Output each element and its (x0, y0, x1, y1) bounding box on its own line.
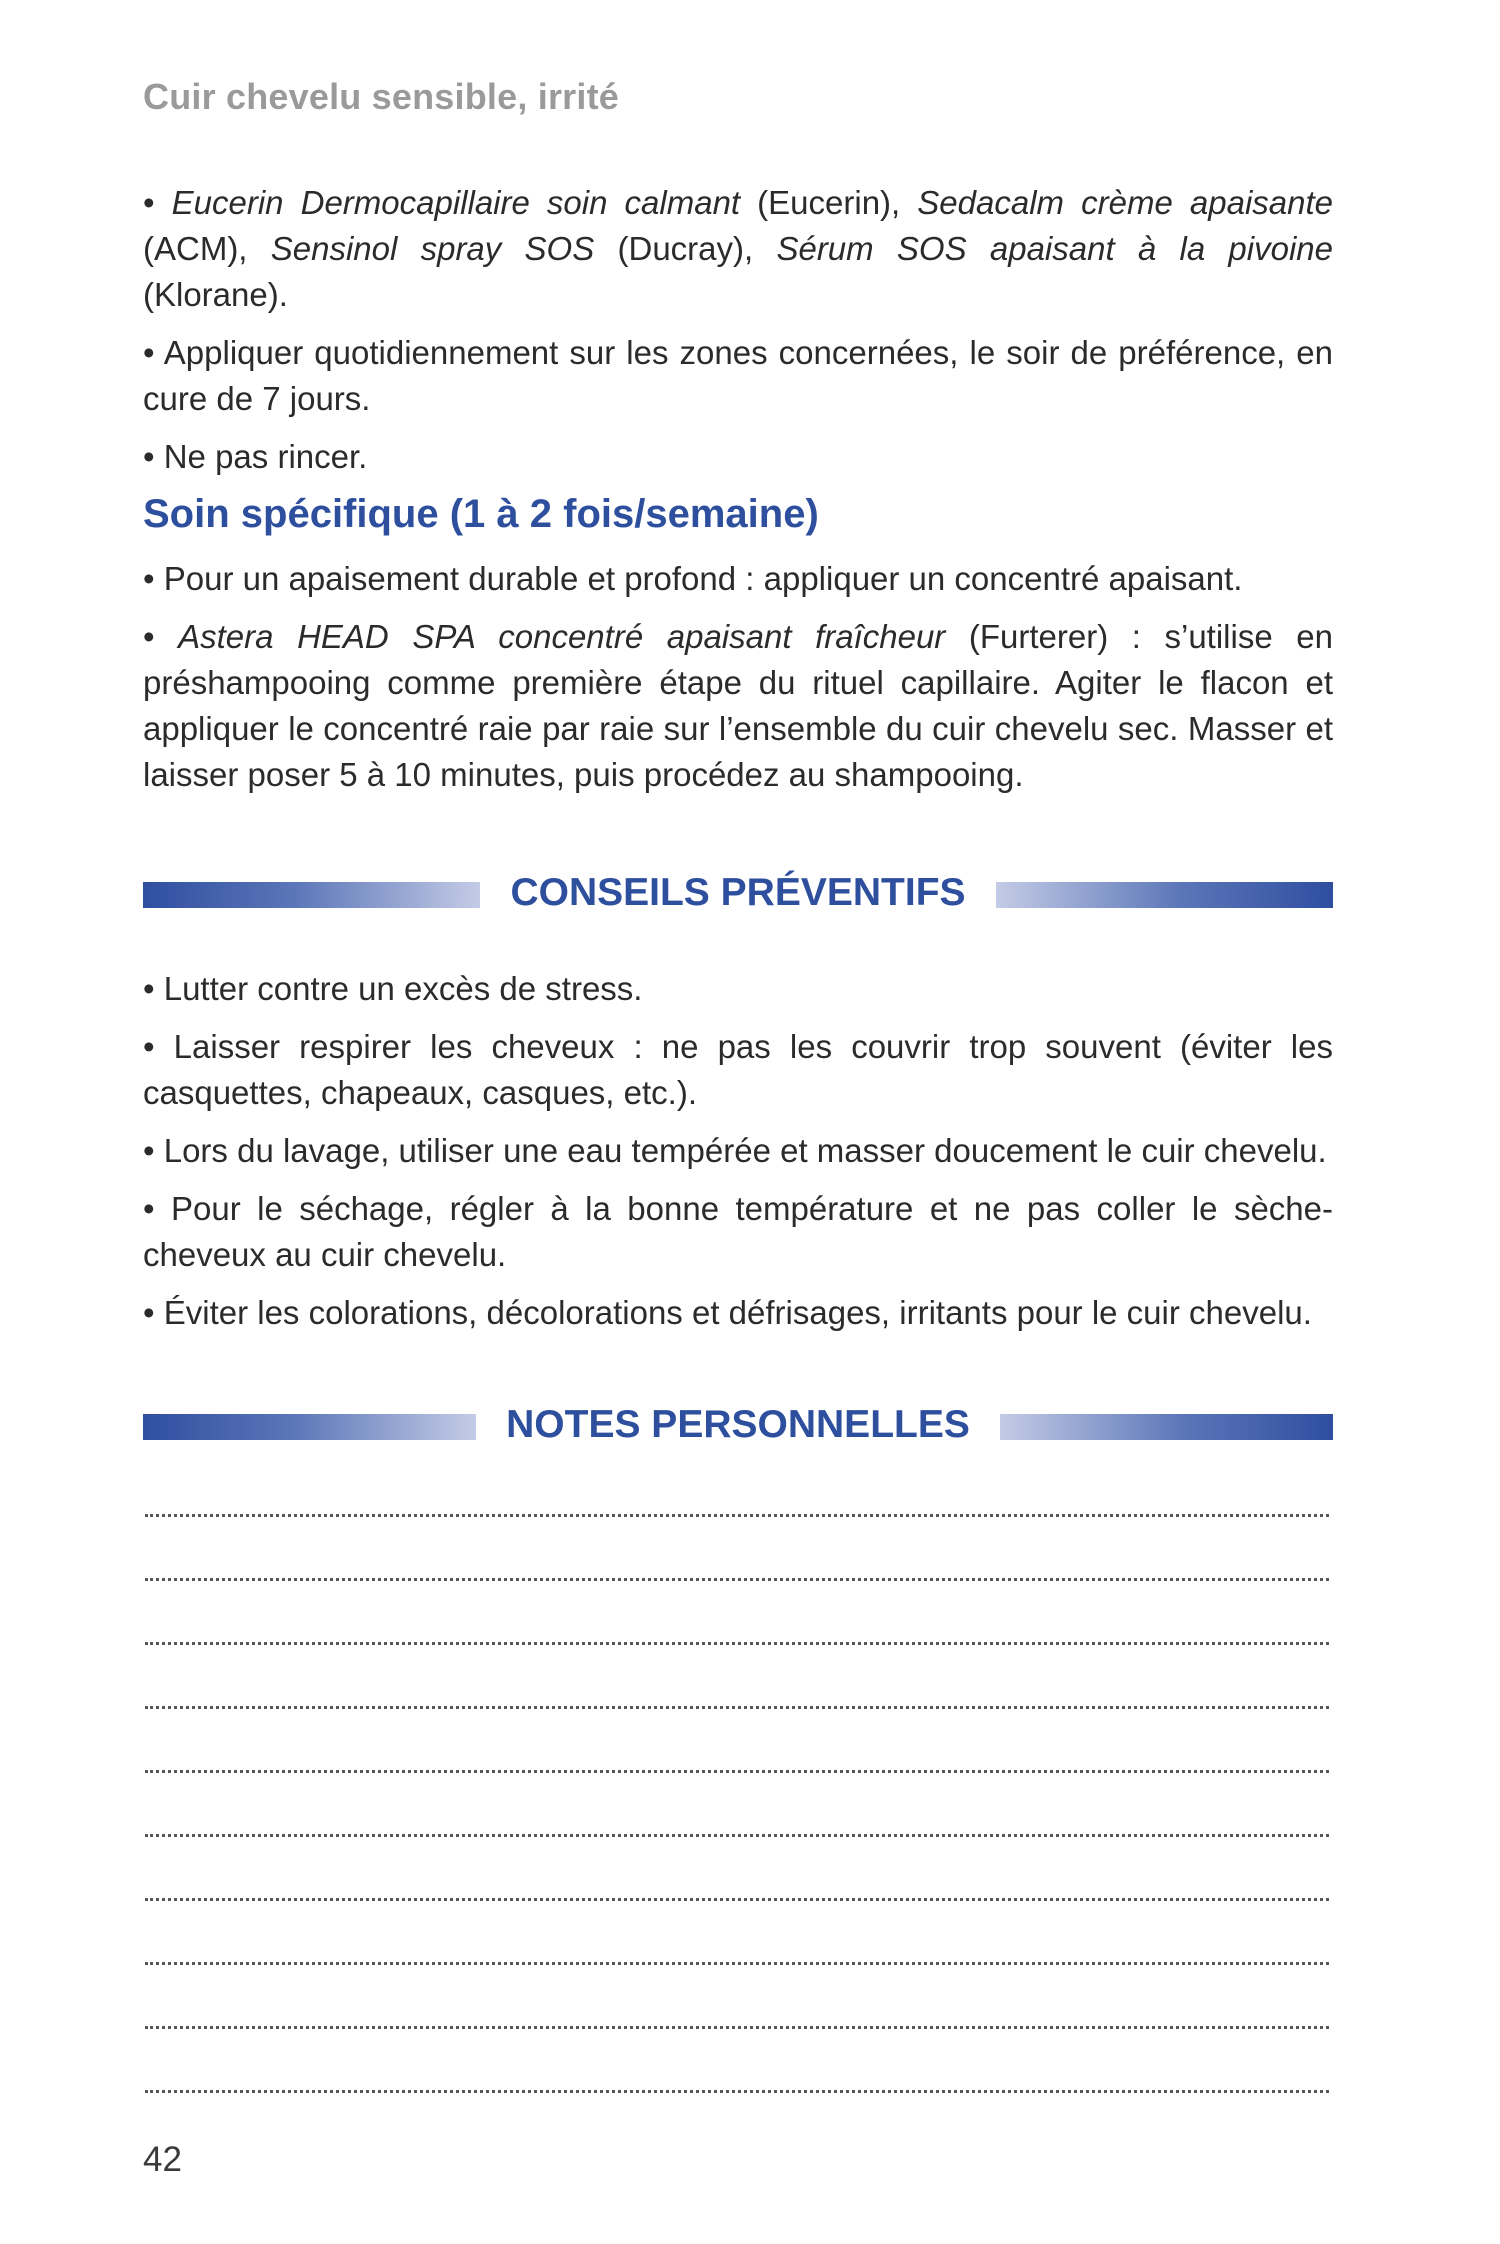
bullet-text: • (143, 618, 179, 655)
notes-title: NOTES PERSONNELLES (506, 1403, 970, 1446)
intro-no-rinse-text: • Ne pas rincer. (143, 438, 368, 475)
notes-banner (143, 1400, 1333, 1450)
preventive-item: • Lutter contre un excès de stress. (143, 970, 643, 1007)
plain-text: (Ducray), (594, 230, 777, 267)
product-name: Sensinol spray SOS (270, 230, 595, 267)
specific-care-product (143, 614, 1333, 798)
preventive-list (143, 966, 1333, 1348)
product-description: (Furterer) : s’utilise en préshampooing comme première étape du rituel capillaire. Agiter le flacon et appliquer le concentré raie par raie sur l’ensemble du cuir chevelu sec. Masser et laisser poser 5 à 10 minutes, puis procédez au shampooing. (143, 618, 1333, 793)
plain-text: • (143, 184, 172, 221)
note-line (145, 1642, 1329, 1645)
preventive-item: • Lors du lavage, utiliser une eau tempérée et masser doucement le cuir chevelu. (143, 1132, 1327, 1169)
specific-care-section (143, 556, 1333, 810)
plain-text: (Eucerin), (740, 184, 918, 221)
plain-text: (Klorane). (143, 276, 288, 313)
specific-care-item: • Pour un apaisement durable et profond : appliquer un concentré apaisant. (143, 560, 1243, 597)
intro-product-list (143, 180, 1333, 318)
page-number: 42 (143, 2140, 182, 2179)
product-name: Astera HEAD SPA concentré apaisant fraîcheur (178, 618, 946, 655)
banner-bar-right (1000, 1414, 1333, 1440)
preventive-item: • Pour le séchage, régler à la bonne température et ne pas coller le sèche-cheveux au cuir chevelu. (143, 1190, 1333, 1273)
note-line (145, 1770, 1329, 1773)
preventive-item: • Éviter les colorations, décolorations et défrisages, irritants pour le cuir chevelu. (143, 1294, 1312, 1331)
specific-care-heading: Soin spécifique (1 à 2 fois/semaine) (143, 492, 819, 536)
note-line (145, 1962, 1329, 1965)
note-line (145, 2090, 1329, 2093)
note-line (145, 1514, 1329, 1517)
product-name: Sedacalm crème apaisante (917, 184, 1333, 221)
note-line (145, 2026, 1329, 2029)
note-line (145, 1706, 1329, 1709)
note-line (145, 1834, 1329, 1837)
preventive-item: • Laisser respirer les cheveux : ne pas les couvrir trop souvent (éviter les casquettes, chapeaux, casques, etc.). (143, 1028, 1333, 1111)
preventive-banner (143, 868, 1333, 918)
preventive-title: CONSEILS PRÉVENTIFS (510, 871, 966, 914)
note-line (145, 1578, 1329, 1581)
plain-text: (ACM), (143, 230, 271, 267)
intro-section (143, 180, 1333, 492)
intro-application-text: • Appliquer quotidiennement sur les zones concernées, le soir de préférence, en cure de 7 jours. (143, 334, 1333, 417)
running-head: Cuir chevelu sensible, irrité (143, 76, 619, 117)
product-name: Sérum SOS apaisant à la pivoine (776, 230, 1334, 267)
note-line (145, 1898, 1329, 1901)
product-name: Eucerin Dermocapillaire soin calmant (171, 184, 741, 221)
banner-bar-right (996, 882, 1333, 908)
